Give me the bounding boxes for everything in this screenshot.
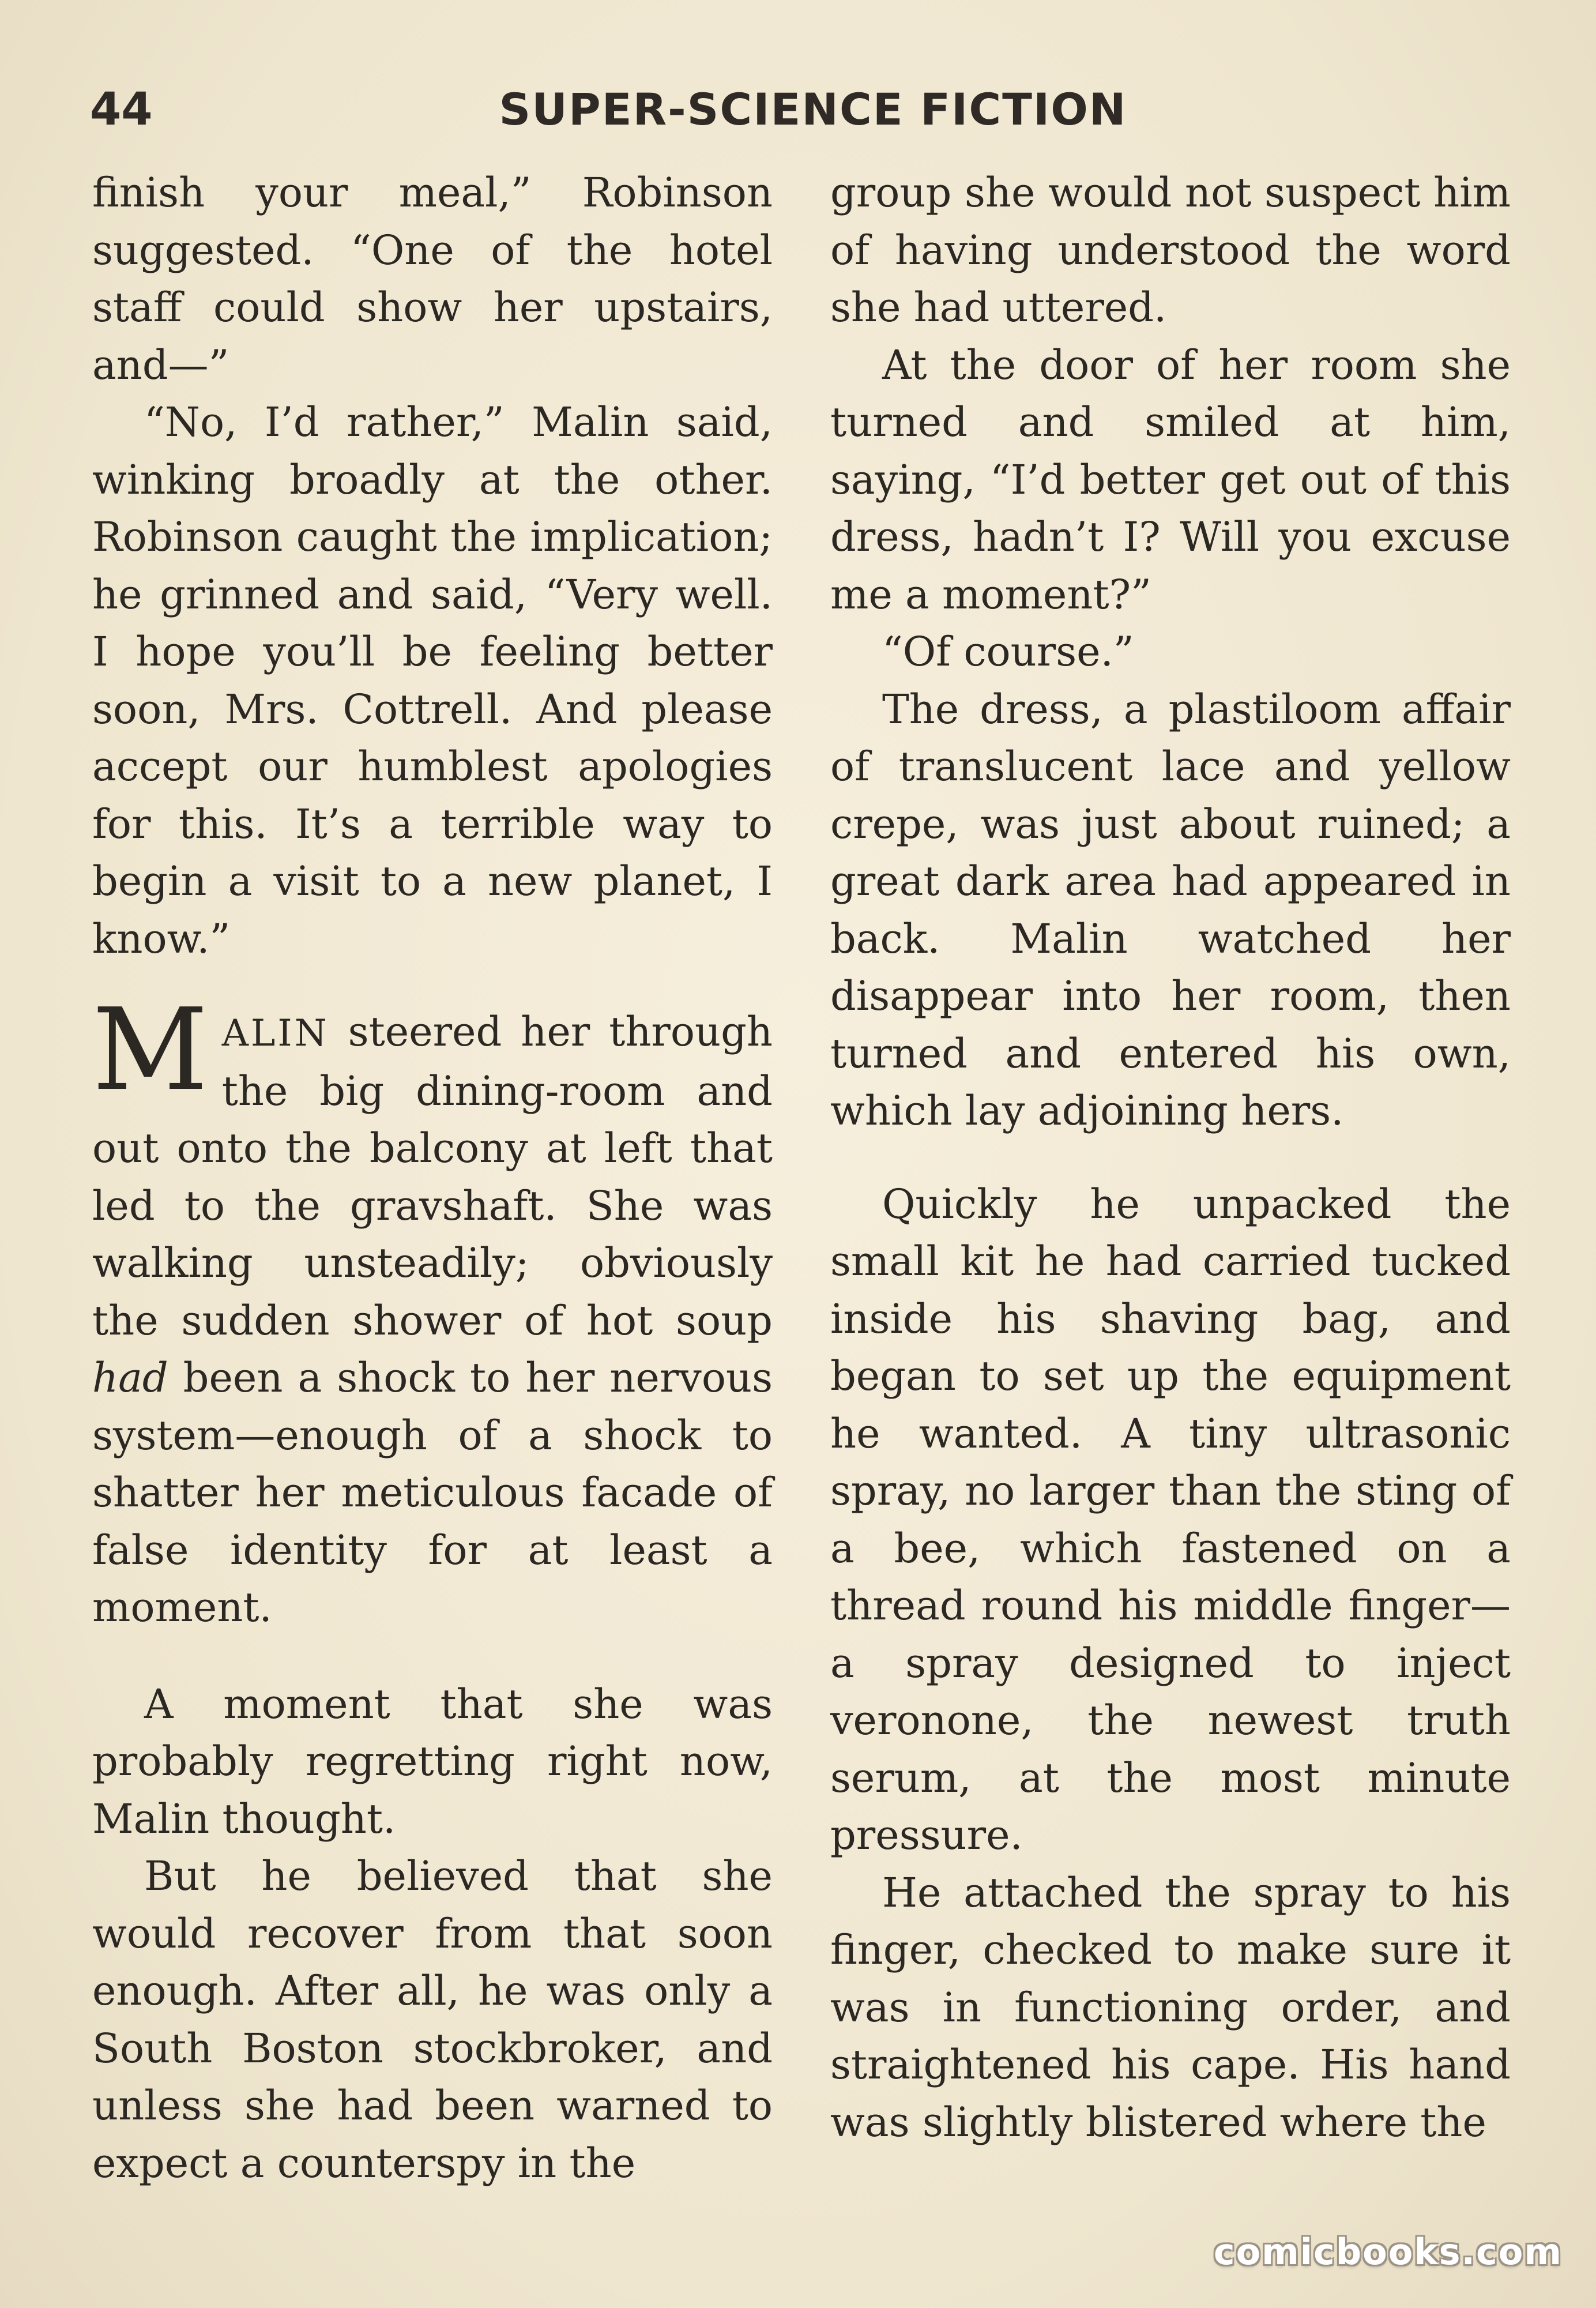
paragraph: “Of course.” xyxy=(882,628,1134,675)
page-number: 44 xyxy=(90,84,153,136)
paragraph: A moment that she was probably regretting right now, Malin thought. xyxy=(92,1680,773,1843)
paragraph: Quickly he unpacked the small kit he had carried tucked inside his shaving bag, and began to set up the equipment he wanted. A tiny ultrasonic spray, no larger than the sting of a bee, which fastened on a thread round his middle finger—a spray designed to inject veronone, the newest truth serum, at the most minute pressure. xyxy=(830,1180,1511,1859)
paragraph-text: been a shock to her nervous system—enough of a shock to shatter her meticulous facade of false identity for at least a moment. xyxy=(92,1354,773,1631)
running-title: SUPER-SCIENCE FICTION xyxy=(499,84,1127,135)
paragraph: group she would not suspect him of having understood the word she had uttered. xyxy=(830,169,1511,331)
paragraph: The dress, a plastiloom affair of translucent lace and yellow crepe, was just about ruined; a great dark area had appeared in back. Malin watched her disappear into her room, then turned and entered his own, which lay adjoining hers. xyxy=(830,685,1511,1134)
page-header xyxy=(86,78,1516,147)
paragraph-text: steered her through the big dining-room and out onto the balcony at left that led to the gravshaft. She was walking unsteadily; obviously the sudden shower of hot soup xyxy=(92,1008,773,1344)
emphasis-text: had xyxy=(92,1354,168,1401)
right-column xyxy=(830,164,1511,2151)
site-watermark: comicbooks.com xyxy=(1213,2231,1563,2273)
paragraph: finish your meal,” Robinson suggested. “One of the hotel staff could show her upstairs, and—” xyxy=(92,169,773,389)
paragraph: He attached the spray to his finger, checked to make sure it was in functioning order, and straightened his cape. His hand was slightly blistered where the xyxy=(830,1869,1511,2146)
paragraph: At the door of her room she turned and smiled at him, saying, “I’d better get out of this dress, hadn’t I? Will you excuse me a moment?” xyxy=(830,341,1511,618)
left-column xyxy=(92,164,773,2192)
paragraph: But he believed that she would recover from that soon enough. After all, he was only a South Boston stockbroker, and unless she had been warned to expect a counterspy in the xyxy=(92,1852,773,2187)
drop-cap: M xyxy=(92,984,208,1116)
section-opening-paragraph xyxy=(92,984,773,1637)
drop-cap-word: ALIN xyxy=(221,1012,329,1055)
paragraph: “No, I’d rather,” Malin said, winking broadly at the other. Robinson caught the implication; he grinned and said, “Very well. I hope you’ll be feeling better soon, Mrs. Cottrell. And please accept our humblest apologies for this. It’s a terrible way to begin a visit to a new planet, I know.” xyxy=(92,399,773,963)
